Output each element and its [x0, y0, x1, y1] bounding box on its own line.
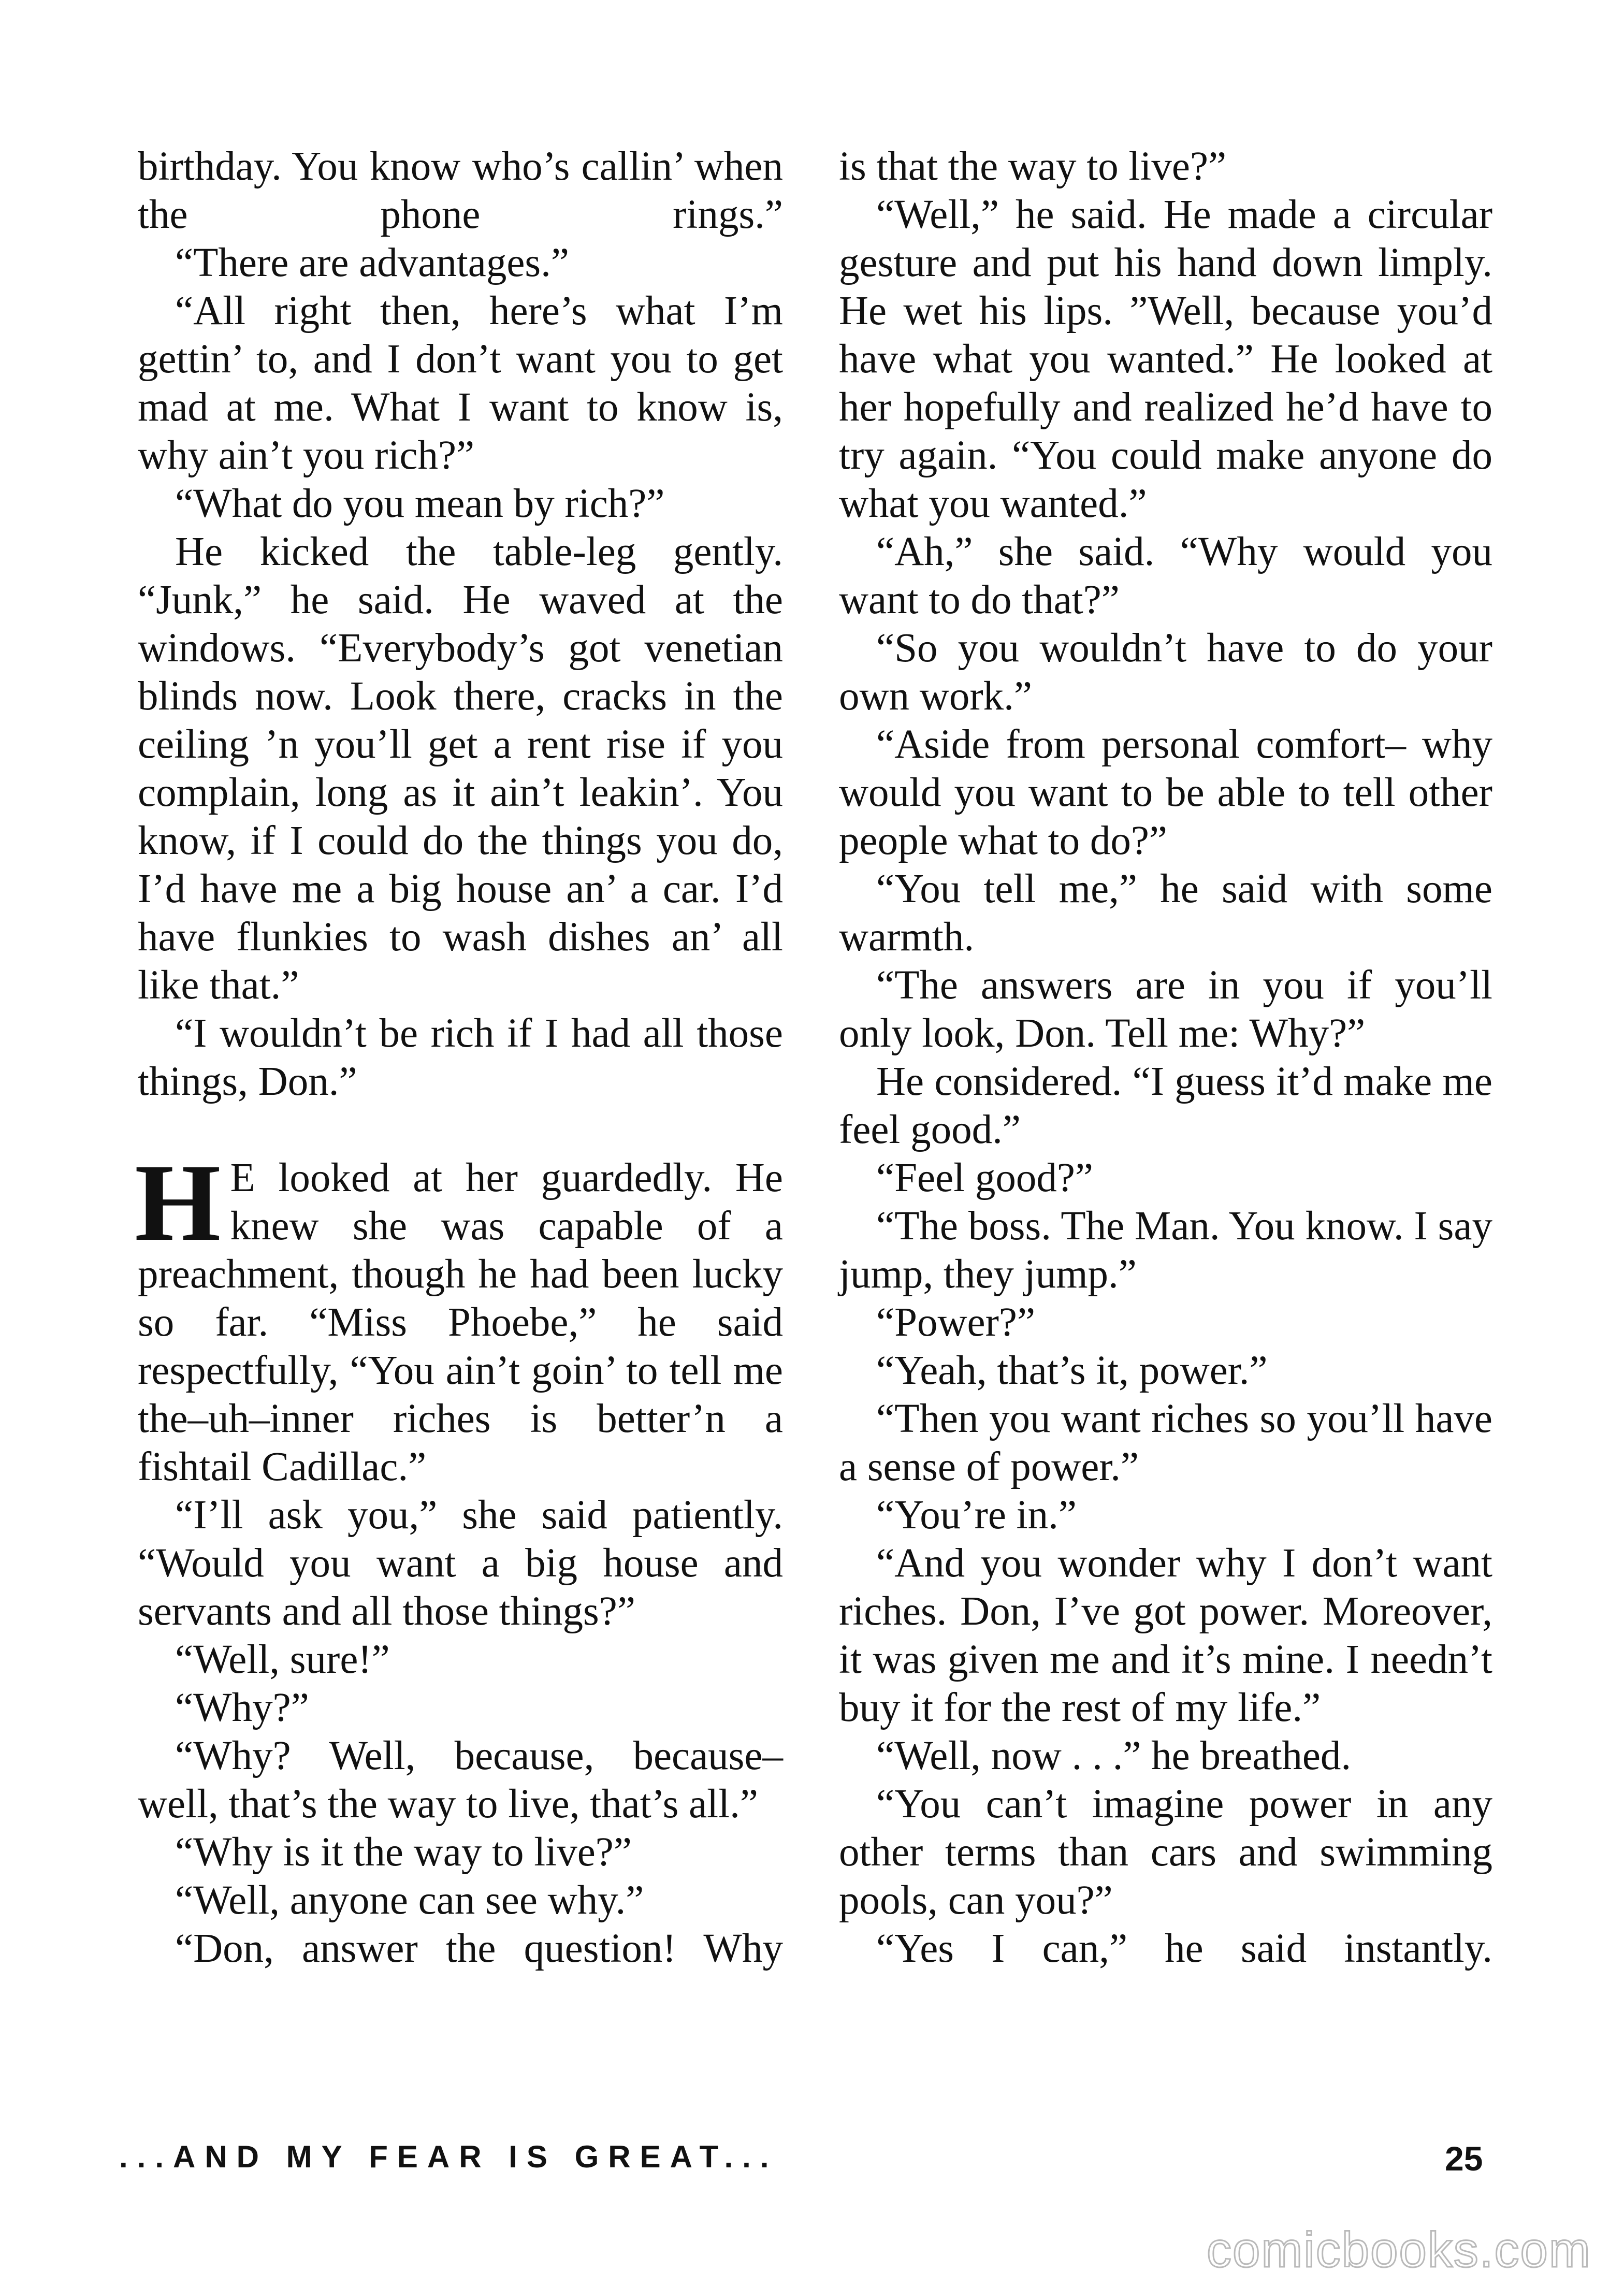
- paragraph: “You tell me,” he said with some warmth.: [839, 866, 1492, 960]
- paragraph: “You’re in.”: [876, 1493, 1077, 1538]
- paragraph: “Ah,” she said. “Why would you want to do that?”: [839, 529, 1492, 623]
- paragraph: “Why is it the way to live?”: [175, 1830, 632, 1875]
- left-paragraphs: [138, 142, 783, 1106]
- paragraph: “The answers are in you if you’ll only look, Don. Tell me: Why?”: [839, 963, 1492, 1056]
- paragraph: “So you wouldn’t have to do your own work.”: [839, 626, 1492, 719]
- paragraph: “There are advantages.”: [175, 240, 569, 285]
- right-paragraphs: [839, 142, 1492, 1973]
- paragraph: “The boss. The Man. You know. I say jump, they jump.”: [839, 1204, 1492, 1297]
- paragraph: birthday. You know who’s callin’ when the phone rings.”: [138, 144, 783, 237]
- paragraph: He considered. “I guess it’d make me feel good.”: [839, 1059, 1492, 1152]
- paragraph: is that the way to live?”: [839, 144, 1227, 189]
- paragraph: “Well, anyone can see why.”: [175, 1878, 644, 1923]
- section-gap: [138, 1106, 783, 1154]
- paragraph: “And you wonder why I don’t want riches. Don, I’ve got power. Moreover, it was given me and it’s mine. I needn’t buy it for the rest of my life.”: [839, 1541, 1492, 1730]
- paragraph: “Yeah, that’s it, power.”: [876, 1348, 1268, 1393]
- left-paragraphs-after: [138, 1491, 783, 1973]
- paragraph: “Feel good?”: [876, 1155, 1093, 1200]
- paragraph: “Aside from personal comfort– why would you want to be able to tell other people what to do?”: [839, 722, 1492, 863]
- paragraph: “I’ll ask you,” she said patiently. “Would you want a big house and servants and all those things?”: [138, 1493, 783, 1634]
- paragraph: “Don, answer the question! Why: [175, 1926, 783, 1971]
- paragraph: “Yes I can,” he said instantly.: [876, 1926, 1492, 1971]
- paragraph: “What do you mean by rich?”: [175, 481, 665, 526]
- paragraph: “Why? Well, because, because– well, that’s the way to live, that’s all.”: [138, 1733, 783, 1827]
- paragraph: “Power?”: [876, 1300, 1036, 1345]
- right-column: [839, 142, 1492, 1973]
- paragraph: “Well, now . . .” he breathed.: [876, 1733, 1352, 1778]
- running-footer-title: ...AND MY FEAR IS GREAT...: [119, 2139, 778, 2174]
- left-column: [135, 142, 783, 1973]
- paragraph: “I wouldn’t be rich if I had all those things, Don.”: [138, 1011, 783, 1104]
- site-watermark: comicbooks.com: [1207, 2222, 1591, 2278]
- paragraph: “Well, sure!”: [175, 1637, 390, 1682]
- page-number: 25: [1445, 2139, 1483, 2178]
- paragraph: He kicked the table-leg gently. “Junk,” he said. He waved at the windows. “Everybody’s got venetian blinds now. Look there, cracks in the ceiling ’n you’ll get a rent rise if you complain, long as it ain’t leakin’. You know, if I could do the things you do, I’d have me a big house an’ a car. I’d have flunkies to wash dishes an’ all like that.”: [138, 529, 783, 1008]
- paragraph: “Then you want riches so you’ll have a sense of power.”: [839, 1396, 1492, 1489]
- dropcap-paragraph: [135, 1141, 783, 1491]
- dropcap-paragraph-text: E looked at her guardedly. He knew she was capable of a preachment, though he had been lucky so far. “Miss Phoebe,” he said respectfully, “You ain’t goin’ to tell me the–uh–inner riches is better’n a fishtail Cadillac.”: [138, 1155, 783, 1489]
- paragraph: “All right then, here’s what I’m gettin’ to, and I don’t want you to get mad at me. What I want to know is, why ain’t you rich?”: [138, 288, 783, 478]
- paragraph: “Well,” he said. He made a circular gesture and put his hand down limply. He wet his lips. ”Well, because you’d have what you wanted.” He looked at her hopefully and realized he’d have to try again. “You could make anyone do what you wanted.”: [839, 192, 1492, 526]
- paragraph: “You can’t imagine power in any other terms than cars and swimming pools, can you?”: [839, 1782, 1492, 1923]
- dropcap-letter: H: [135, 1141, 221, 1264]
- paragraph: “Why?”: [175, 1685, 309, 1730]
